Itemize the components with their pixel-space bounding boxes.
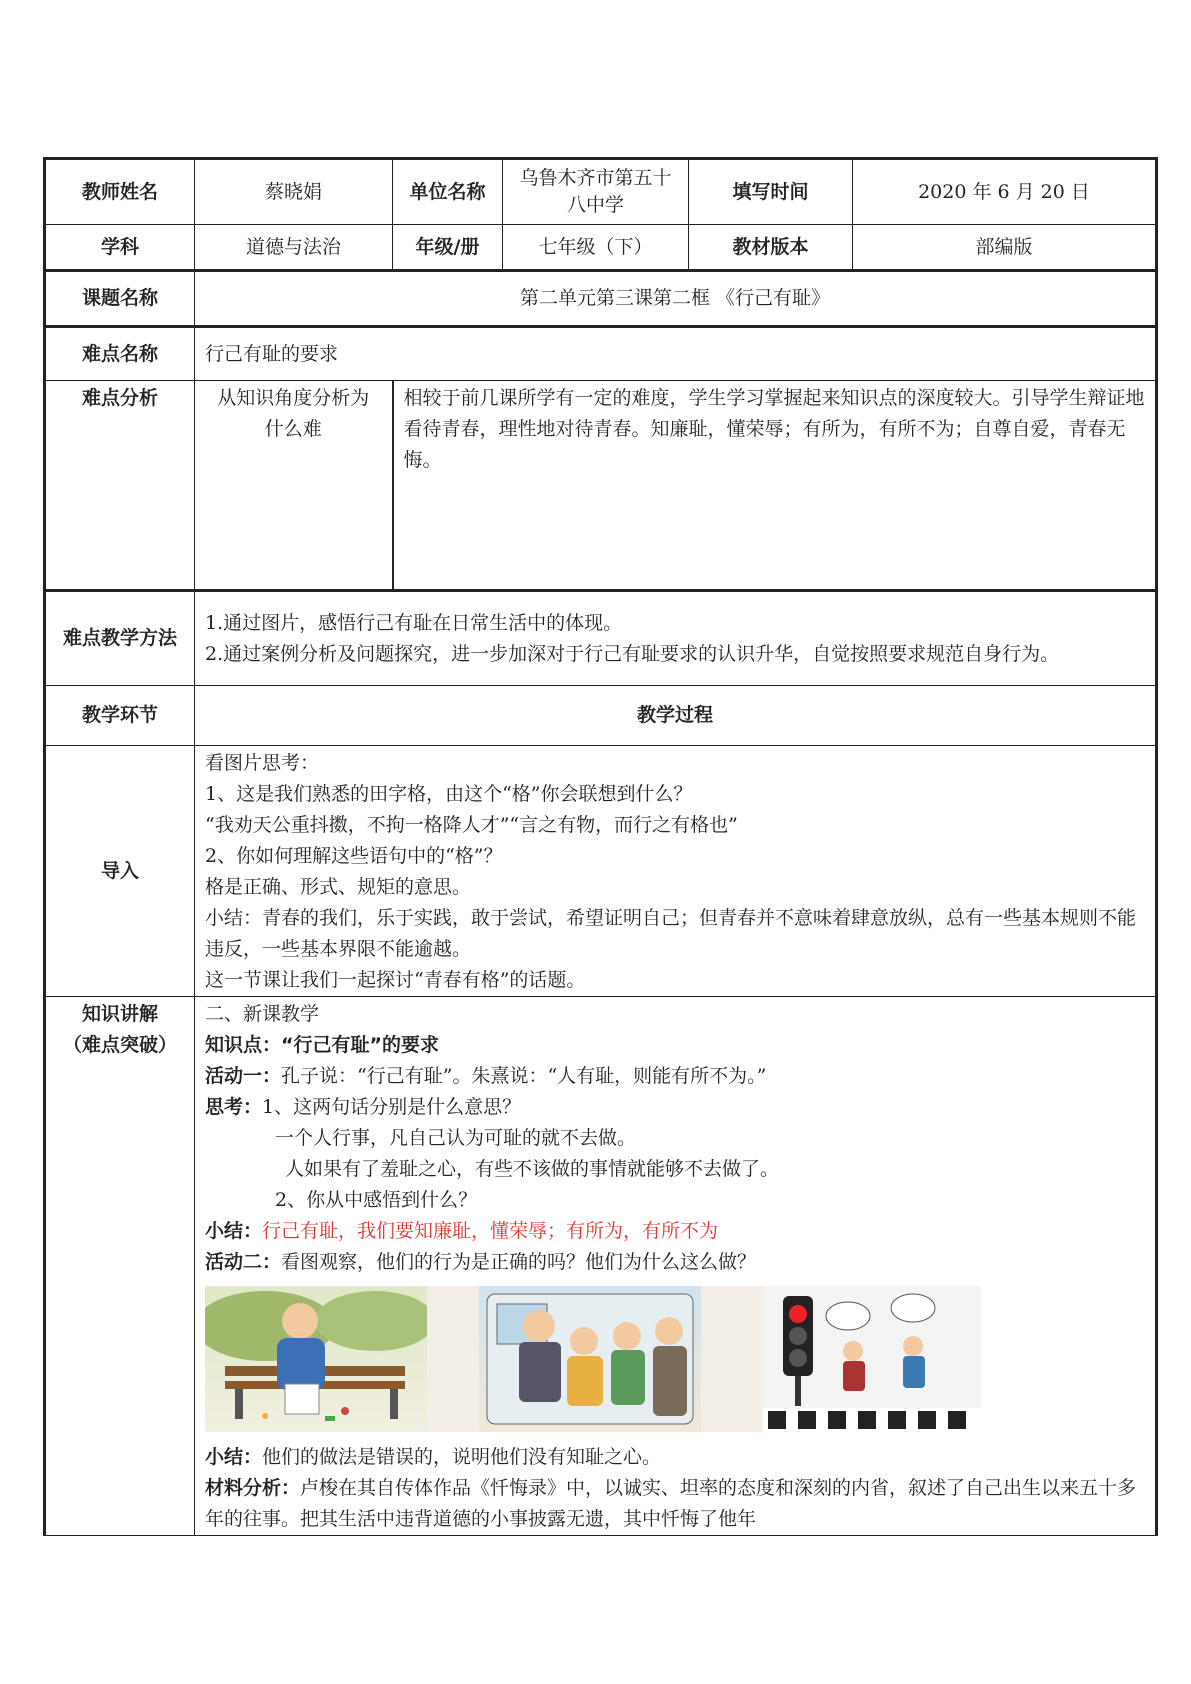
intro-line: 看图片思考： <box>205 752 320 774</box>
unit-name-line1: 乌鲁木齐市第五十 <box>519 167 672 189</box>
activity-one-label: 活动一： <box>205 1065 282 1087</box>
date-label: 填写时间 <box>689 159 853 225</box>
edition-value: 部编版 <box>853 225 1157 271</box>
think-line <box>205 1092 1145 1123</box>
think-question-2: 2、你从中感悟到什么？ <box>275 1189 478 1211</box>
method-line2: 2.通过案例分析及问题探究，进一步加深对于行己有耻要求的认识升华，自觉按照要求规范自身行为。 <box>205 642 1060 665</box>
knowledge-content <box>195 997 1157 1536</box>
intro-line: 这一节课让我们一起探讨“青春有格”的话题。 <box>205 969 586 991</box>
topic-value: 第二单元第三课第二框 《行己有耻》 <box>195 271 1157 327</box>
intro-line: 小结：青春的我们，乐于实践，敢于尝试，希望证明自己；但青春并不意味着肆意放纵，总有一些基本规则不能违反，一些基本界限不能逾越。 <box>205 907 1137 960</box>
lesson-plan-table <box>43 157 1158 1536</box>
activity-two <box>205 1247 1145 1278</box>
summary-two-label: 小结： <box>205 1446 263 1468</box>
littering-cartoon-image <box>205 1286 427 1432</box>
bus-seat-cartoon-image <box>479 1286 701 1432</box>
teacher-label: 教师姓名 <box>45 159 195 225</box>
unit-name-line2: 八中学 <box>566 194 624 216</box>
knowledge-label-line1: 知识讲解 <box>81 1003 158 1025</box>
analysis-sub-label <box>195 381 393 591</box>
knowledge-point: 知识点：“行己有耻”的要求 <box>205 1034 439 1056</box>
grade-label: 年级/册 <box>393 225 503 271</box>
summary-two <box>205 1442 1145 1473</box>
method-label: 难点教学方法 <box>45 591 195 686</box>
intro-line: 1、这是我们熟悉的田字格，由这个“格”你会联想到什么？ <box>205 783 693 805</box>
difficulty-label: 难点名称 <box>45 327 195 381</box>
difficulty-value: 行己有耻的要求 <box>195 327 1157 381</box>
subject-label: 学科 <box>45 225 195 271</box>
analysis-sub-label-line1: 从知识角度分析为 <box>217 387 370 409</box>
intro-content <box>195 746 1157 997</box>
unit-label: 单位名称 <box>393 159 503 225</box>
think-label: 思考： <box>205 1096 263 1118</box>
think-question-1: 1、这两句话分别是什么意思？ <box>262 1096 522 1118</box>
summary-one-text: 行己有耻，我们要知廉耻，懂荣辱；有所为，有所不为 <box>262 1220 719 1242</box>
activity-two-label: 活动二： <box>205 1251 282 1273</box>
activity-one-text: 孔子说：“行己有耻”。朱熹说：“人有耻，则能有所不为。” <box>281 1065 767 1087</box>
edition-label: 教材版本 <box>689 225 853 271</box>
knowledge-label-line2: （难点突破） <box>62 1034 177 1056</box>
summary-one-label: 小结： <box>205 1220 263 1242</box>
intro-line: 格是正确、形式、规矩的意思。 <box>205 876 472 898</box>
summary-two-text: 他们的做法是错误的，说明他们没有知耻之心。 <box>262 1446 662 1468</box>
analysis-label: 难点分析 <box>45 381 195 591</box>
unit-name <box>503 159 689 225</box>
jaywalking-cartoon-image <box>763 1286 981 1432</box>
activity-one <box>205 1061 1145 1092</box>
section-heading: 二、新课教学 <box>205 1003 320 1025</box>
image-gap <box>701 1286 763 1432</box>
intro-line: “我劝天公重抖擞，不拘一格降人才”“言之有物，而行之有格也” <box>205 814 738 836</box>
answer-2: 人如果有了羞耻之心，有些不该做的事情就能够不去做了。 <box>285 1158 780 1180</box>
material-text: 卢梭在其自传体作品《忏悔录》中，以诚实、坦率的态度和深刻的内省，叙述了自己出生以来五十多年的往事。把其生活中违背道德的小事披露无遗，其中忏悔了他年 <box>205 1477 1137 1530</box>
activity-two-text: 看图观察，他们的行为是正确的吗？他们为什么这么做？ <box>281 1251 757 1273</box>
knowledge-label <box>45 997 195 1536</box>
analysis-text: 相较于前几课所学有一定的难度，学生学习掌握起来知识点的深度较大。引导学生辩证地看待青春，理性地对待青春。知廉耻，懂荣辱；有所为，有所不为；自尊自爱，青春无悔。 <box>393 381 1157 591</box>
grade-value: 七年级（下） <box>503 225 689 271</box>
process-header: 教学过程 <box>195 686 1157 746</box>
fill-date: 2020 年 6 月 20 日 <box>853 159 1157 225</box>
subject-value: 道德与法治 <box>195 225 393 271</box>
method-text <box>195 591 1157 686</box>
answer-1: 一个人行事，凡自己认为可耻的就不去做。 <box>275 1127 637 1149</box>
material-analysis <box>205 1473 1145 1535</box>
topic-label: 课题名称 <box>45 271 195 327</box>
material-label: 材料分析： <box>205 1477 301 1499</box>
intro-label: 导入 <box>45 746 195 997</box>
teacher-name: 蔡晓娟 <box>195 159 393 225</box>
analysis-sub-label-line2: 什么难 <box>264 418 322 440</box>
intro-line: 2、你如何理解这些语句中的“格”？ <box>205 845 503 867</box>
activity-illustrations <box>205 1286 1145 1432</box>
summary-one <box>205 1216 1145 1247</box>
stage-header: 教学环节 <box>45 686 195 746</box>
method-line1: 1.通过图片，感悟行己有耻在日常生活中的体现。 <box>205 611 623 634</box>
image-gap <box>427 1286 479 1432</box>
